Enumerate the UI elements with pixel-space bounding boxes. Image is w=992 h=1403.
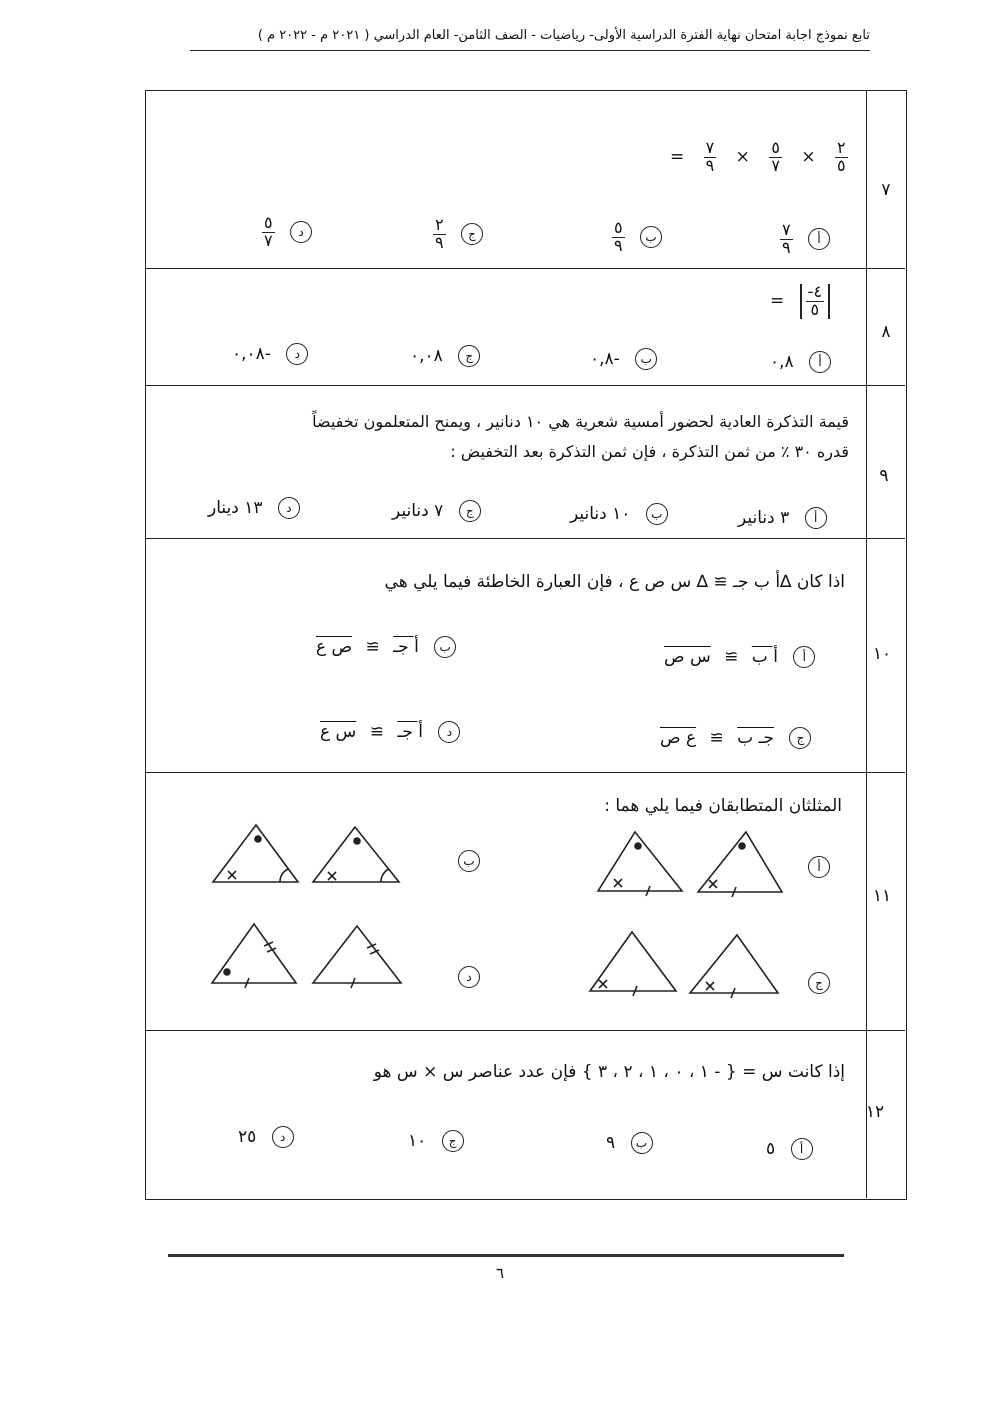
q7-times-2: × [801, 147, 816, 168]
q9-stem-line-2: قدره ٣٠ ٪ من ثمن التذكرة ، فإن ثمن التذكرة بعد التخفيض : [450, 442, 849, 461]
q7-od-den: ٧ [264, 230, 273, 250]
q10-stem: اذا كان ∆أ ب جـ ≅ ∆ س ص ع ، فإن العبارة الخاطئة فيما يلي هي [384, 572, 845, 592]
q9-option-b[interactable] [570, 503, 668, 525]
q7-ob-num: ٥ [614, 218, 623, 237]
q8-eq-sign: = [770, 291, 785, 312]
q8-den: ٥ [810, 299, 820, 319]
q12-option-a-value: ٥ [766, 1139, 776, 1159]
q9-option-a[interactable] [738, 507, 827, 529]
q10-option-d-right: س ع [320, 722, 357, 742]
q7-oa-num: ٧ [782, 220, 791, 239]
q8-option-d[interactable] [232, 343, 308, 365]
q7-option-c[interactable] [433, 217, 483, 252]
q7-option-c-value [433, 217, 446, 252]
q9-option-c[interactable] [392, 500, 481, 522]
option-letter-a: أ [805, 507, 827, 529]
q12-option-a[interactable] [766, 1138, 813, 1160]
option-letter-d: د [286, 343, 308, 365]
q12-option-c-value: ١٠ [408, 1131, 427, 1151]
option-letter-b: ب [434, 636, 456, 658]
option-letter-a: أ [793, 646, 815, 668]
option-letter-a: أ [809, 351, 831, 373]
q9-option-d-value: ١٣ دينار [208, 498, 263, 518]
header-rule [190, 50, 870, 51]
option-letter-a: أ [791, 1138, 813, 1160]
q11-option-d[interactable] [458, 966, 480, 988]
q10-option-b[interactable] [316, 636, 456, 658]
option-letter-c: ج [442, 1130, 464, 1152]
q11-stem: المثلثان المتطابقان فيما يلي هما : [604, 796, 842, 816]
q7-oc-den: ٩ [435, 232, 444, 252]
q10-option-b-right: ص ع [316, 637, 353, 657]
q8-option-d-value: -٠,٠٨ [232, 344, 271, 364]
q10-option-d-cong: ≅ [369, 722, 384, 742]
option-letter-b: ب [646, 503, 668, 525]
question-number-7: ٧ [881, 180, 891, 200]
row-divider-10-11 [145, 772, 905, 773]
q10-option-a-left: أ ب [751, 647, 778, 667]
q10-option-a[interactable] [664, 646, 815, 668]
q12-option-d-value: ٢٥ [238, 1127, 257, 1147]
q7-f1-num: ٢ [836, 138, 846, 157]
option-letter-c: ج [808, 972, 830, 994]
q10-option-c-left: جـ ب [737, 728, 775, 748]
q10-option-a-cong: ≅ [724, 647, 739, 667]
q7-od-num: ٥ [264, 213, 273, 232]
q12-stem: إذا كانت س = { - ١ ، ٠ ، ١ ، ٢ ، ٣ } فإن عدد عناصر س × س هو [373, 1062, 845, 1082]
option-letter-a: أ [808, 228, 830, 250]
question-number-12: ١٢ [865, 1102, 885, 1122]
q7-option-b-value [612, 220, 625, 255]
q12-option-c[interactable] [408, 1130, 464, 1152]
q7-eq-sign: = [670, 147, 685, 168]
q12-option-b[interactable] [606, 1132, 653, 1154]
option-letter-c: ج [459, 500, 481, 522]
option-letter-b: ب [640, 226, 662, 248]
question-number-10: ١٠ [872, 644, 892, 664]
q10-option-c[interactable] [660, 727, 811, 749]
option-letter-c: ج [461, 223, 483, 245]
page-header: تابع نموذج اجابة امتحان نهاية الفترة الدراسية الأولى- رياضيات - الصف الثامن- العام الدراسي ( ٢٠٢١ م - ٢٠٢٢ م ) [257, 28, 870, 43]
q7-f3-den: ٩ [705, 155, 715, 175]
q8-option-c[interactable] [410, 345, 480, 367]
q11-option-b[interactable] [458, 850, 480, 872]
q10-option-d[interactable] [320, 721, 460, 743]
q7-stem [670, 140, 848, 175]
q7-option-b[interactable] [612, 220, 662, 255]
q12-option-d[interactable] [238, 1126, 294, 1148]
q11-option-a[interactable] [808, 856, 830, 878]
q9-option-d[interactable] [208, 497, 300, 519]
option-letter-b: ب [458, 850, 480, 872]
q7-oa-den: ٩ [782, 237, 791, 257]
q7-option-d-value [262, 215, 275, 250]
option-letter-b: ب [631, 1132, 653, 1154]
q8-option-a[interactable] [770, 351, 831, 373]
q8-option-b[interactable] [590, 348, 657, 370]
q7-option-d[interactable] [262, 215, 312, 250]
row-divider-11-12 [145, 1030, 905, 1031]
q9-stem-line-1: قيمة التذكرة العادية لحضور أمسية شعرية هي ١٠ دنانير ، ويمنح المتعلمون تخفيضاً [312, 412, 849, 431]
q10-option-a-right: س ص [664, 647, 711, 667]
question-number-9: ٩ [879, 466, 889, 486]
q8-option-a-value: ٠,٨ [770, 352, 794, 372]
option-letter-d: د [438, 721, 460, 743]
q7-times-1: × [735, 147, 750, 168]
q7-option-a[interactable] [780, 222, 830, 257]
q8-option-c-value: ٠,٠٨ [410, 346, 443, 366]
q9-option-c-value: ٧ دنانير [392, 501, 444, 521]
q8-num: -٤ [807, 282, 823, 301]
page-number: ٦ [495, 1264, 505, 1282]
option-letter-c: ج [789, 727, 811, 749]
row-divider-7-8 [145, 268, 905, 269]
footer-rule [168, 1254, 844, 1257]
q10-option-c-cong: ≅ [709, 728, 724, 748]
row-divider-8-9 [145, 385, 905, 386]
question-number-11: ١١ [872, 886, 892, 906]
q12-option-b-value: ٩ [606, 1133, 616, 1153]
q7-oc-num: ٢ [435, 215, 444, 234]
q7-f2-den: ٧ [771, 155, 780, 175]
q9-option-a-value: ٣ دنانير [738, 508, 790, 528]
q10-option-c-right: ع ص [660, 728, 697, 748]
q10-option-b-cong: ≅ [365, 637, 380, 657]
q11-option-c[interactable] [808, 972, 830, 994]
q7-fraction-3 [704, 140, 717, 175]
q10-option-d-left: أ جـ [397, 722, 423, 742]
option-letter-d: د [272, 1126, 294, 1148]
q7-fraction-1 [835, 140, 848, 175]
q8-abs-fraction [800, 284, 830, 319]
q7-f2-num: ٥ [771, 138, 780, 157]
q7-option-a-value [780, 222, 793, 257]
q9-option-b-value: ١٠ دنانير [570, 504, 631, 524]
q8-stem [770, 284, 830, 319]
q7-f3-num: ٧ [705, 138, 715, 157]
row-divider-9-10 [145, 538, 905, 539]
option-letter-d: د [290, 221, 312, 243]
option-letter-d: د [278, 497, 300, 519]
question-number-8: ٨ [881, 322, 891, 342]
option-letter-a: أ [808, 856, 830, 878]
q7-fraction-2 [769, 140, 782, 175]
q10-option-b-left: أ جـ [393, 637, 419, 657]
q7-f1-den: ٥ [836, 155, 846, 175]
option-letter-d: د [458, 966, 480, 988]
option-letter-c: ج [458, 345, 480, 367]
q8-option-b-value: -٠,٨ [590, 349, 620, 369]
option-letter-b: ب [635, 348, 657, 370]
q7-ob-den: ٩ [614, 235, 623, 255]
